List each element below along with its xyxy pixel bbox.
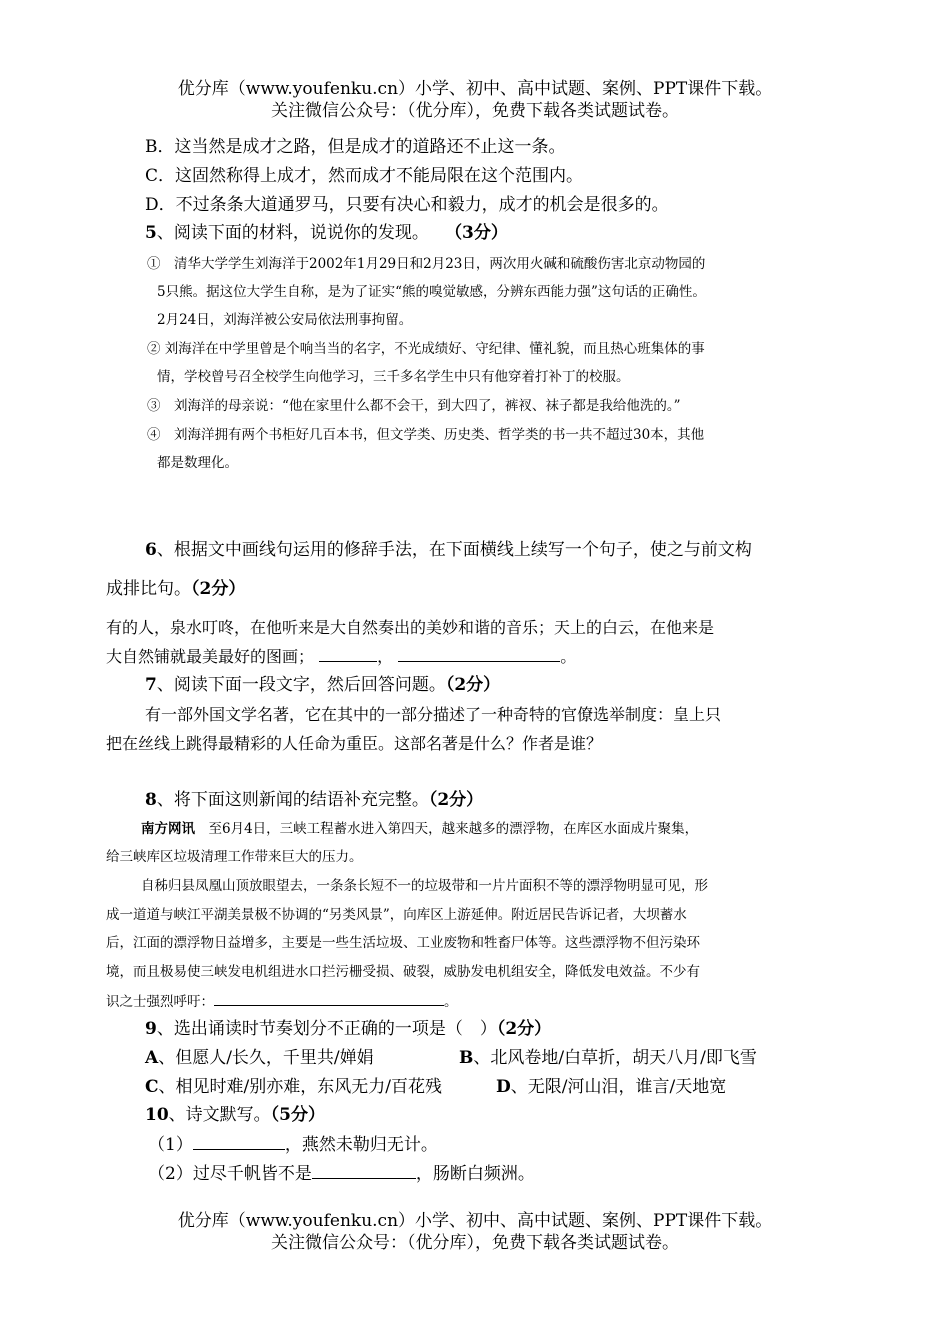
q9-number: 9 xyxy=(145,1019,157,1039)
q9-option-a-text: 、但愿人/长久，千里共/婵娟 xyxy=(158,1048,374,1068)
footer-line-2: 关注微信公众号：（优分库），免费下载各类试题试卷。 xyxy=(271,1233,679,1253)
q6-period: 。 xyxy=(560,647,577,666)
q5-material-1-line-1: ① 清华大学学生刘海洋于2002年1月29日和2月23日，两次用火碱和硫酸伤害北京动物园的 xyxy=(147,256,706,272)
q8-text: 、将下面这则新闻的结语补充完整。 xyxy=(156,790,429,810)
q10-item-2-suffix: ，肠断白频洲。 xyxy=(415,1164,535,1184)
q6-comma: ， xyxy=(377,647,394,666)
q9-text: 、选出诵读时节奏划分不正确的一项是（ ） xyxy=(156,1019,497,1039)
q5-text: 、阅读下面的材料，说说你的发现。 xyxy=(156,223,429,243)
q8-period: 。 xyxy=(444,994,458,1010)
q9-title xyxy=(145,1018,551,1040)
q8-news-para-1-line-1 xyxy=(141,820,698,838)
q10-item-1 xyxy=(148,1133,438,1156)
q5-title xyxy=(145,222,508,244)
q6-body-text: 大自然铺就最美最好的图画； xyxy=(106,647,315,666)
q10-item-1-prefix: （1） xyxy=(148,1135,193,1155)
q9-option-b-text: 、北风卷地/白草折，胡天八月/即飞雪 xyxy=(473,1048,757,1068)
q10-item-1-blank[interactable] xyxy=(193,1133,285,1150)
q5-material-1-line-2: 5只熊。据这位大学生自称，是为了证实“熊的嗅觉敏感，分辨东西能力强”这句话的正确性。 xyxy=(157,284,706,300)
q8-news-para-2-line-2: 成一道道与峡江平湖美景极不协调的“另类风景”，向库区上游延伸。附近居民告诉记者，大坝蓄水 xyxy=(106,907,687,923)
q8-news-para-2-line-3: 后，江面的漂浮物日益增多，主要是一些生活垃圾、工业废物和牲畜尸体等。这些漂浮物不但污染环 xyxy=(106,935,700,951)
q9-option-b-label: B xyxy=(459,1048,474,1068)
q8-news-para-2-line-5 xyxy=(106,991,458,1011)
q4-option-b: B．这当然是成才之路，但是成才的道路还不止这一条。 xyxy=(145,137,566,157)
q5-material-4-line-2: 都是数理化。 xyxy=(157,455,238,471)
q10-item-2-prefix: （2）过尽千帆皆不是 xyxy=(148,1164,312,1184)
q8-news-p2-end-text: 识之士强烈呼吁： xyxy=(106,994,214,1010)
q9-option-d-text: 、无限/河山泪，谁言/天地宽 xyxy=(510,1077,727,1097)
q9-option-c-label: C xyxy=(145,1077,159,1097)
q10-text: 、诗文默写。 xyxy=(168,1105,271,1125)
q9-option-a-label: A xyxy=(145,1048,159,1068)
q10-number: 10 xyxy=(145,1105,169,1125)
q7-score: （2分） xyxy=(445,675,501,695)
q6-text-2: 成排比句。 xyxy=(106,579,191,599)
q7-body-line-1: 有一部外国文学名著，它在其中的一部分描述了一种奇特的官僚选举制度：皇上只 xyxy=(145,705,722,724)
q5-material-4-line-1: ④ 刘海洋拥有两个书柜好几百本书，但文学类、历史类、哲学类的书一共不超过30本，其他 xyxy=(147,427,705,443)
q10-item-2-blank[interactable] xyxy=(312,1162,416,1179)
q9-option-c-text: 、相见时难/别亦难，东风无力/百花残 xyxy=(158,1077,442,1097)
q9-score: （2分） xyxy=(496,1019,552,1039)
q6-score: （2分） xyxy=(191,579,246,599)
q8-news-para-2-line-4: 境，而且极易使三峡发电机组进水口拦污栅受损、破裂，威胁发电机组安全，降低发电效益。不少有 xyxy=(106,964,700,980)
header-line-1: 优分库（www.youfenku.cn）小学、初中、高中试题、案例、PPT课件下载。 xyxy=(177,79,773,99)
q10-item-2 xyxy=(148,1162,535,1185)
q5-number: 5 xyxy=(145,223,157,243)
q8-answer-blank[interactable] xyxy=(214,991,444,1006)
q9-option-a xyxy=(145,1047,374,1069)
q5-material-3-line-1: ③ 刘海洋的母亲说：“他在家里什么都不会干，到大四了，裤衩、袜子都是我给他洗的。” xyxy=(147,398,681,414)
q6-title-line-2 xyxy=(106,578,245,600)
q7-body-line-2: 把在丝线上跳得最精彩的人任命为重臣。这部名著是什么？作者是谁？ xyxy=(106,734,603,753)
q4-option-c: C．这固然称得上成才，然而成才不能局限在这个范围内。 xyxy=(145,166,584,186)
q5-score: （3分） xyxy=(445,223,508,243)
q5-material-2-line-1: ② 刘海洋在中学里曾是个响当当的名字，不光成绩好、守纪律、懂礼貌，而且热心班集体的事 xyxy=(147,341,705,357)
q6-answer-blank-2[interactable] xyxy=(398,645,560,662)
q8-title xyxy=(145,789,483,811)
q10-item-1-suffix: ，燕然未勒归无计。 xyxy=(284,1135,438,1155)
q8-news-source: 南方网讯 xyxy=(141,821,195,837)
q10-title xyxy=(145,1104,325,1126)
header-line-2: 关注微信公众号：（优分库），免费下载各类试题试卷。 xyxy=(271,101,679,121)
q7-title xyxy=(145,674,500,696)
q6-body-line-2 xyxy=(106,645,576,668)
q4-option-d: D．不过条条大道通罗马，只要有决心和毅力，成才的机会是很多的。 xyxy=(145,195,669,215)
q6-text-1: 、根据文中画线句运用的修辞手法，在下面横线上续写一个句子，使之与前文构 xyxy=(156,540,752,560)
q9-option-c xyxy=(145,1076,442,1098)
q8-news-para-2-line-1: 自秭归县凤凰山顶放眼望去，一条条长短不一的垃圾带和一片片面积不等的漂浮物明显可见，形 xyxy=(141,878,708,894)
q6-body-line-1: 有的人，泉水叮咚，在他听来是大自然奏出的美妙和谐的音乐；天上的白云，在他来是 xyxy=(106,618,715,637)
q6-number: 6 xyxy=(145,540,157,560)
q6-title-line-1 xyxy=(145,539,752,561)
q9-option-b xyxy=(459,1047,757,1069)
q9-option-d xyxy=(496,1076,726,1098)
footer-line-1: 优分库（www.youfenku.cn）小学、初中、高中试题、案例、PPT课件下载。 xyxy=(177,1211,773,1231)
q5-material-1-line-3: 2月24日，刘海洋被公安局依法刑事拘留。 xyxy=(157,312,413,328)
q10-score: （5分） xyxy=(270,1105,326,1125)
q6-answer-blank-1[interactable] xyxy=(319,645,377,662)
q8-number: 8 xyxy=(145,790,157,810)
q7-number: 7 xyxy=(145,675,157,695)
q9-option-d-label: D xyxy=(496,1077,511,1097)
q8-score: （2分） xyxy=(428,790,484,810)
q8-news-para-1-line-2: 给三峡库区垃圾清理工作带来巨大的压力。 xyxy=(106,849,363,865)
q7-text: 、阅读下面一段文字，然后回答问题。 xyxy=(156,675,446,695)
q5-material-2-line-2: 情，学校曾号召全校学生向他学习，三千多名学生中只有他穿着打补丁的校服。 xyxy=(157,369,630,385)
q8-news-p1-text: 至6月4日，三峡工程蓄水进入第四天，越来越多的漂浮物，在库区水面成片聚集， xyxy=(195,821,699,837)
